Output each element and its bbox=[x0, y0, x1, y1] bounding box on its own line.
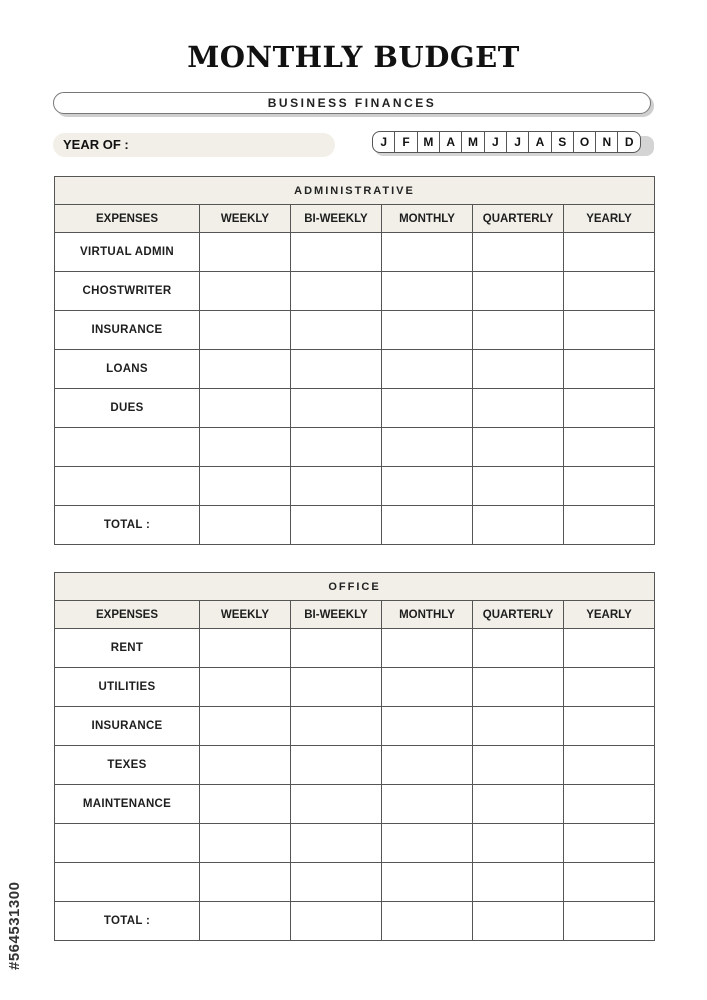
entry-cell[interactable] bbox=[291, 350, 382, 389]
total-row bbox=[55, 506, 655, 545]
entry-cell[interactable] bbox=[200, 428, 291, 467]
entry-cell[interactable] bbox=[382, 707, 473, 746]
row-label: RENT bbox=[55, 629, 200, 668]
entry-cell[interactable] bbox=[382, 785, 473, 824]
month-selector bbox=[372, 131, 641, 153]
row-label: CHOSTWRITER bbox=[55, 272, 200, 311]
col-bi-weekly: BI-WEEKLY bbox=[291, 205, 382, 233]
entry-cell[interactable] bbox=[200, 785, 291, 824]
entry-cell[interactable] bbox=[291, 428, 382, 467]
month-box-nov[interactable]: N bbox=[595, 131, 619, 153]
total-cell[interactable] bbox=[564, 902, 655, 941]
year-label: YEAR OF : bbox=[63, 137, 129, 152]
entry-cell[interactable] bbox=[564, 233, 655, 272]
entry-cell[interactable] bbox=[564, 746, 655, 785]
entry-cell[interactable] bbox=[382, 467, 473, 506]
entry-cell[interactable] bbox=[382, 311, 473, 350]
administrative-table bbox=[54, 176, 655, 545]
entry-cell[interactable] bbox=[291, 668, 382, 707]
col-monthly: MONTHLY bbox=[382, 205, 473, 233]
month-box-mar[interactable]: M bbox=[417, 131, 441, 153]
col-bi-weekly: BI-WEEKLY bbox=[291, 601, 382, 629]
col-quarterly: QUARTERLY bbox=[473, 205, 564, 233]
total-row bbox=[55, 902, 655, 941]
row-label: TEXES bbox=[55, 746, 200, 785]
entry-cell[interactable] bbox=[200, 311, 291, 350]
col-yearly: YEARLY bbox=[564, 601, 655, 629]
entry-cell[interactable] bbox=[473, 272, 564, 311]
entry-cell[interactable] bbox=[564, 707, 655, 746]
subtitle-banner: BUSINESS FINANCES bbox=[53, 92, 651, 114]
entry-cell[interactable] bbox=[564, 389, 655, 428]
office-table bbox=[54, 572, 655, 941]
entry-cell[interactable] bbox=[564, 629, 655, 668]
entry-cell[interactable] bbox=[291, 311, 382, 350]
entry-cell[interactable] bbox=[200, 824, 291, 863]
entry-cell[interactable] bbox=[200, 272, 291, 311]
total-label: TOTAL : bbox=[55, 902, 200, 941]
entry-cell[interactable] bbox=[382, 863, 473, 902]
col-monthly: MONTHLY bbox=[382, 601, 473, 629]
page-title: MONTHLY BUDGET bbox=[187, 40, 520, 74]
entry-cell[interactable] bbox=[473, 467, 564, 506]
entry-cell[interactable] bbox=[564, 272, 655, 311]
month-box-feb[interactable]: F bbox=[394, 131, 418, 153]
entry-cell[interactable] bbox=[291, 863, 382, 902]
table-row bbox=[55, 863, 655, 902]
month-box-apr[interactable]: A bbox=[439, 131, 463, 153]
col-quarterly: QUARTERLY bbox=[473, 601, 564, 629]
section-title: OFFICE bbox=[55, 573, 655, 601]
month-box-oct[interactable]: O bbox=[573, 131, 597, 153]
entry-cell[interactable] bbox=[564, 824, 655, 863]
entry-cell[interactable] bbox=[291, 785, 382, 824]
total-cell[interactable] bbox=[200, 902, 291, 941]
entry-cell[interactable] bbox=[200, 389, 291, 428]
row-label: MAINTENANCE bbox=[55, 785, 200, 824]
col-weekly: WEEKLY bbox=[200, 205, 291, 233]
entry-cell[interactable] bbox=[564, 467, 655, 506]
month-box-may[interactable]: M bbox=[461, 131, 485, 153]
entry-cell[interactable] bbox=[382, 668, 473, 707]
row-label: VIRTUAL ADMIN bbox=[55, 233, 200, 272]
table-row bbox=[55, 629, 655, 668]
entry-cell[interactable] bbox=[473, 311, 564, 350]
entry-cell[interactable] bbox=[564, 350, 655, 389]
row-label[interactable] bbox=[55, 824, 200, 863]
total-label: TOTAL : bbox=[55, 506, 200, 545]
table-row bbox=[55, 311, 655, 350]
section-title: ADMINISTRATIVE bbox=[55, 177, 655, 205]
entry-cell[interactable] bbox=[473, 233, 564, 272]
table-row bbox=[55, 467, 655, 506]
table-row bbox=[55, 707, 655, 746]
entry-cell[interactable] bbox=[564, 668, 655, 707]
table-row bbox=[55, 746, 655, 785]
row-label: INSURANCE bbox=[55, 311, 200, 350]
entry-cell[interactable] bbox=[291, 629, 382, 668]
month-box-aug[interactable]: A bbox=[528, 131, 552, 153]
entry-cell[interactable] bbox=[473, 785, 564, 824]
entry-cell[interactable] bbox=[291, 746, 382, 785]
entry-cell[interactable] bbox=[200, 629, 291, 668]
entry-cell[interactable] bbox=[564, 785, 655, 824]
entry-cell[interactable] bbox=[564, 863, 655, 902]
entry-cell[interactable] bbox=[382, 272, 473, 311]
row-label: LOANS bbox=[55, 350, 200, 389]
entry-cell[interactable] bbox=[473, 824, 564, 863]
year-field[interactable] bbox=[53, 133, 335, 157]
column-header-row bbox=[55, 601, 655, 629]
entry-cell[interactable] bbox=[564, 428, 655, 467]
entry-cell[interactable] bbox=[200, 746, 291, 785]
col-weekly: WEEKLY bbox=[200, 601, 291, 629]
col-expenses: EXPENSES bbox=[55, 205, 200, 233]
month-box-jan[interactable]: J bbox=[372, 131, 396, 153]
entry-cell[interactable] bbox=[200, 668, 291, 707]
total-cell[interactable] bbox=[382, 902, 473, 941]
entry-cell[interactable] bbox=[473, 863, 564, 902]
column-header-row bbox=[55, 205, 655, 233]
table-row bbox=[55, 668, 655, 707]
table-row bbox=[55, 824, 655, 863]
entry-cell[interactable] bbox=[200, 863, 291, 902]
month-box-sep[interactable]: S bbox=[551, 131, 575, 153]
entry-cell[interactable] bbox=[382, 629, 473, 668]
month-box-jul[interactable]: J bbox=[506, 131, 530, 153]
table-row bbox=[55, 389, 655, 428]
entry-cell[interactable] bbox=[382, 389, 473, 428]
entry-cell[interactable] bbox=[291, 233, 382, 272]
entry-cell[interactable] bbox=[473, 428, 564, 467]
table-row bbox=[55, 272, 655, 311]
entry-cell[interactable] bbox=[473, 707, 564, 746]
total-cell[interactable] bbox=[473, 506, 564, 545]
row-label: INSURANCE bbox=[55, 707, 200, 746]
entry-cell[interactable] bbox=[382, 824, 473, 863]
total-cell[interactable] bbox=[291, 506, 382, 545]
entry-cell[interactable] bbox=[382, 428, 473, 467]
table-row bbox=[55, 233, 655, 272]
entry-cell[interactable] bbox=[200, 350, 291, 389]
table-row bbox=[55, 785, 655, 824]
entry-cell[interactable] bbox=[200, 707, 291, 746]
total-cell[interactable] bbox=[382, 506, 473, 545]
entry-cell[interactable] bbox=[473, 746, 564, 785]
table-row bbox=[55, 350, 655, 389]
entry-cell[interactable] bbox=[564, 311, 655, 350]
entry-cell[interactable] bbox=[473, 389, 564, 428]
month-box-jun[interactable]: J bbox=[484, 131, 508, 153]
stock-id-watermark: #564531300 bbox=[6, 881, 23, 970]
entry-cell[interactable] bbox=[382, 746, 473, 785]
row-label[interactable] bbox=[55, 863, 200, 902]
row-label: UTILITIES bbox=[55, 668, 200, 707]
entry-cell[interactable] bbox=[291, 707, 382, 746]
row-label[interactable] bbox=[55, 428, 200, 467]
entry-cell[interactable] bbox=[382, 350, 473, 389]
total-cell[interactable] bbox=[564, 506, 655, 545]
total-cell[interactable] bbox=[473, 902, 564, 941]
entry-cell[interactable] bbox=[291, 824, 382, 863]
table-row bbox=[55, 428, 655, 467]
col-yearly: YEARLY bbox=[564, 205, 655, 233]
entry-cell[interactable] bbox=[473, 668, 564, 707]
total-cell[interactable] bbox=[200, 506, 291, 545]
entry-cell[interactable] bbox=[291, 272, 382, 311]
month-box-dec[interactable]: D bbox=[617, 131, 641, 153]
row-label[interactable] bbox=[55, 467, 200, 506]
entry-cell[interactable] bbox=[473, 629, 564, 668]
col-expenses: EXPENSES bbox=[55, 601, 200, 629]
total-cell[interactable] bbox=[291, 902, 382, 941]
entry-cell[interactable] bbox=[382, 233, 473, 272]
row-label: DUES bbox=[55, 389, 200, 428]
entry-cell[interactable] bbox=[200, 233, 291, 272]
entry-cell[interactable] bbox=[291, 389, 382, 428]
entry-cell[interactable] bbox=[200, 467, 291, 506]
entry-cell[interactable] bbox=[473, 350, 564, 389]
entry-cell[interactable] bbox=[291, 467, 382, 506]
